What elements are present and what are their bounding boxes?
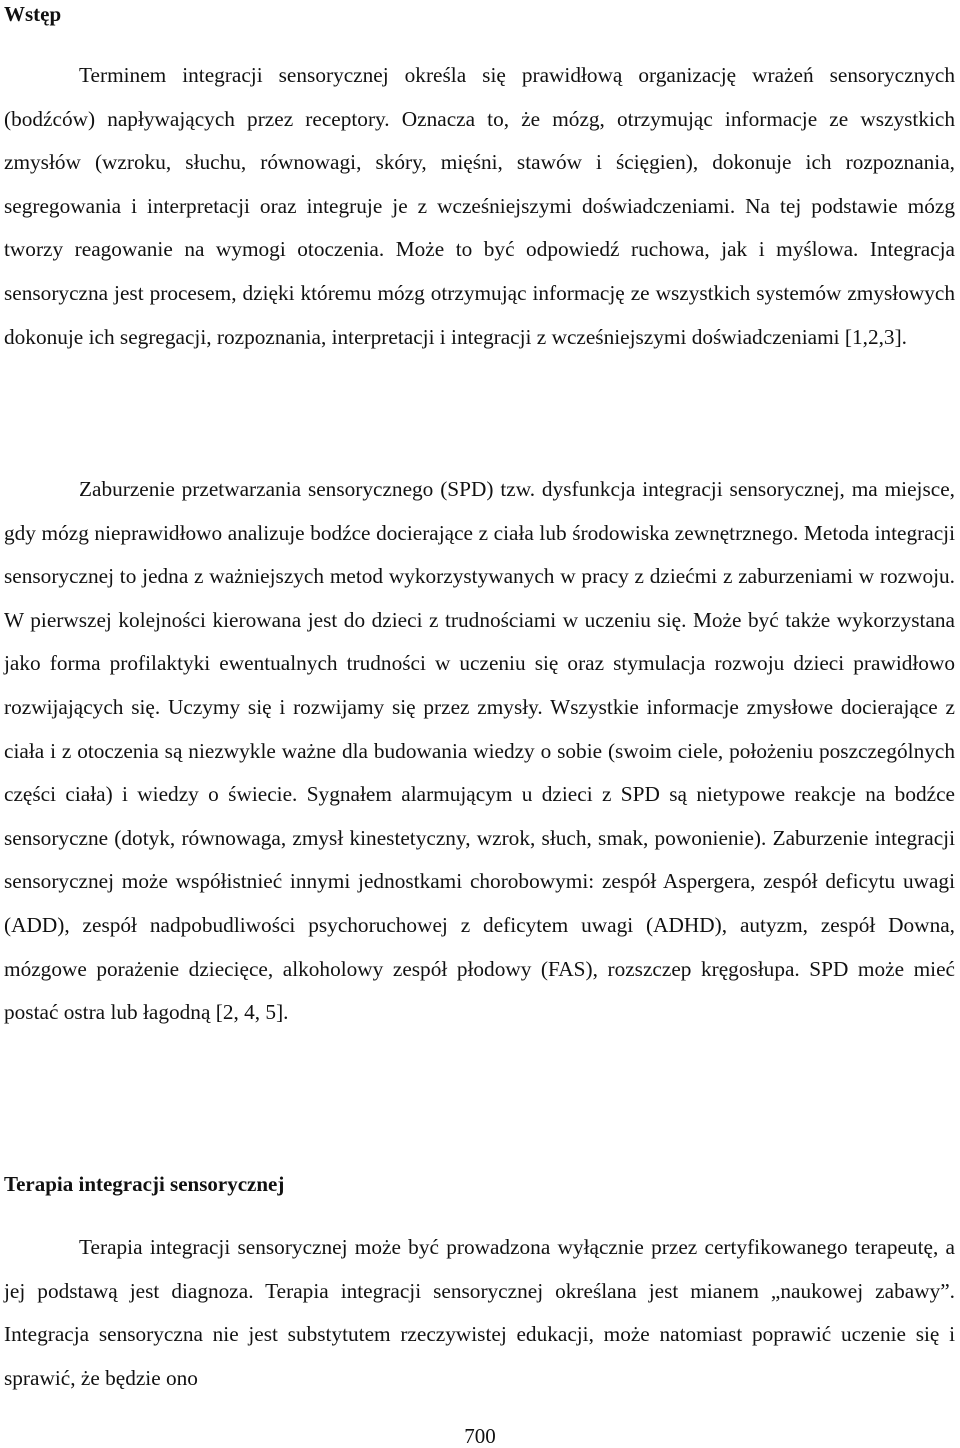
page-number: 700 bbox=[464, 1424, 496, 1448]
paragraph-intro-2: Zaburzenie przetwarzania sensorycznego (SPD) tzw. dysfunkcja integracji sensorycznej, ma miejsce, gdy mózg nieprawidłowo analizuje bodźce docierające z ciała lub środowiska zewnętrznego. Metoda integracji sensorycznej to jedna z ważniejszych metod wykorzystywanych w pracy z dziećmi z zaburzeniami w rozwoju. W pierwszej kolejności kierowana jest do dzieci z trudnościami w uczeniu się. Może być także wykorzystana jako forma profilaktyki ewentualnych trudności w uczeniu się oraz stymulacja rozwoju dzieci prawidłowo rozwijających się. Uczymy się i rozwijamy się przez zmysły. Wszystkie informacje zmysłowe docierające z ciała i z otoczenia są niezwykle ważne dla budowania wiedzy o sobie (swoim ciele, położeniu poszczególnych części ciała) i wiedzy o świecie. Sygnałem alarmującym u dzieci z SPD są nietypowe reakcje na bodźce sensoryczne (dotyk, równowaga, zmysł kinestetyczny, wzrok, słuch, smak, powonienie). Zaburzenie integracji sensorycznej może współistnieć innymi jednostkami chorobowymi: zespół Aspergera, zespół deficytu uwagi (ADD), zespół nadpobudliwości psychoruchowej z deficytem uwagi (ADHD), autyzm, zespół Downa, mózgowe porażenie dziecięce, alkoholowy zespół płodowy (FAS), rozszczep kręgosłupa. SPD może mieć postać ostra lub łagodną [2, 4, 5]. bbox=[4, 477, 955, 1025]
section-heading-therapy: Terapia integracji sensorycznej bbox=[4, 1172, 285, 1196]
section-heading-intro: Wstęp bbox=[4, 2, 62, 26]
paragraph-therapy-1: Terapia integracji sensorycznej może być prowadzona wyłącznie przez certyfikowanego terapeutę, a jej podstawą jest diagnoza. Terapia integracji sensorycznej określana jest mianem „naukowej zabawy”. Integracja sensoryczna nie jest substytutem rzeczywistej edukacji, może natomiast poprawić uczenie się i sprawić, że będzie ono bbox=[4, 1235, 955, 1390]
paragraph-intro-1: Terminem integracji sensorycznej określa się prawidłową organizację wrażeń sensorycznych (bodźców) napływających przez receptory. Oznacza to, że mózg, otrzymując informacje ze wszystkich zmysłów (wzroku, słuchu, równowagi, skóry, mięśni, stawów i ścięgien), dokonuje ich rozpoznania, segregowania i interpretacji oraz integruje je z wcześniejszymi doświadczeniami. Na tej podstawie mózg tworzy reagowanie na wymogi otoczenia. Może to być odpowiedź ruchowa, jak i myślowa. Integracja sensoryczna jest procesem, dzięki któremu mózg otrzymując informację ze wszystkich systemów zmysłowych dokonuje ich segregacji, rozpoznania, interpretacji i integracji z wcześniejszymi doświadczeniami [1,2,3]. bbox=[4, 63, 955, 349]
